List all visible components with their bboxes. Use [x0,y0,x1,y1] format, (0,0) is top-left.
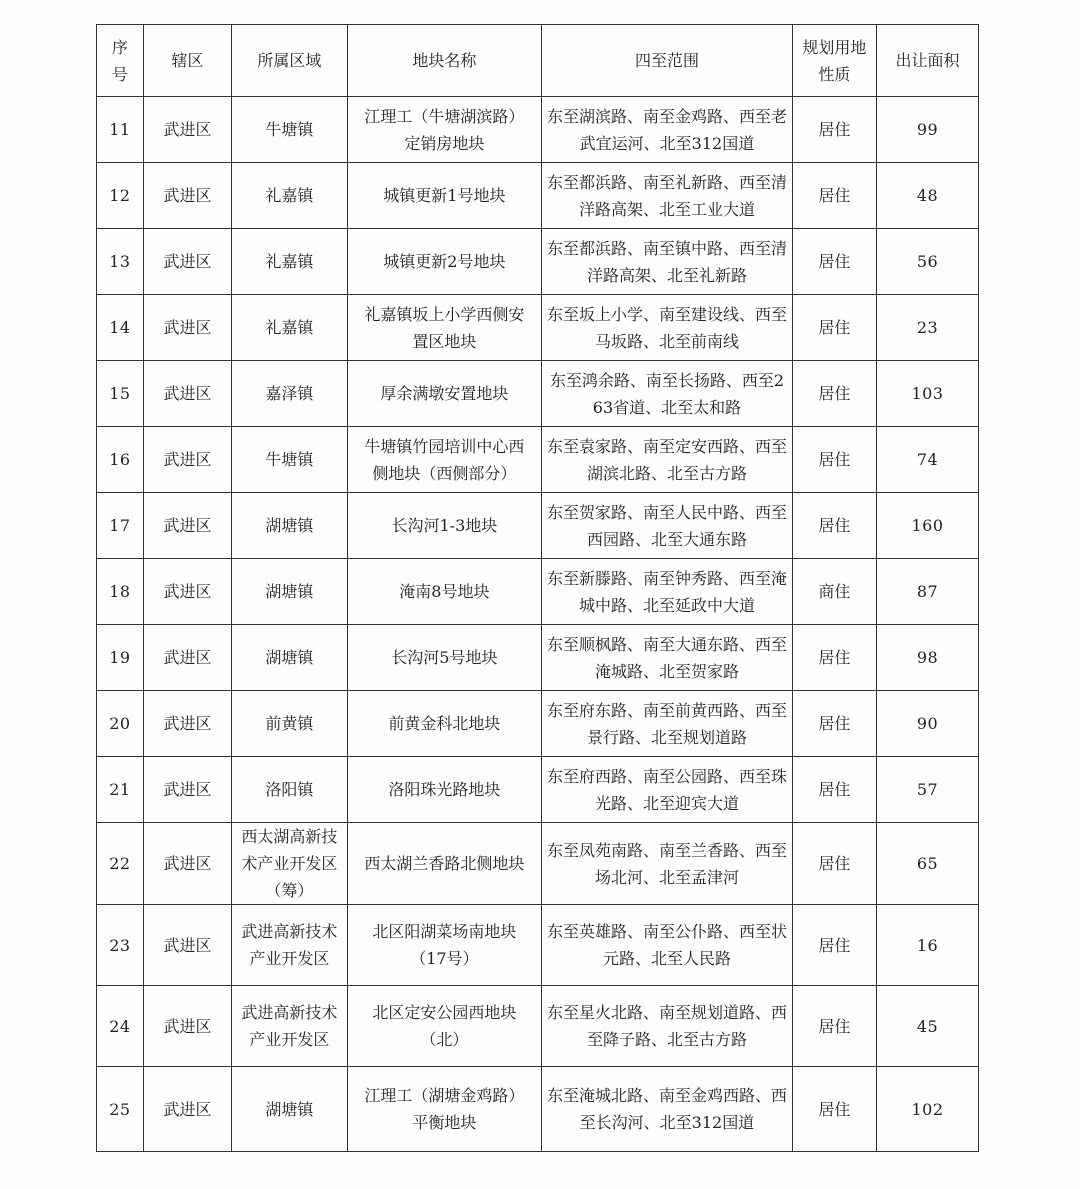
cell-area: 湖塘镇 [232,625,347,691]
cell-boundary: 东至星火北路、南至规划道路、西至降子路、北至古方路 [542,986,793,1067]
cell-seq: 13 [97,229,144,295]
cell-land-use: 居住 [792,986,876,1067]
cell-area-size: 56 [877,229,979,295]
table-row [97,163,979,229]
table-row [97,823,979,905]
header-size: 出让面积 [877,25,979,97]
cell-district: 武进区 [143,229,231,295]
cell-area: 嘉泽镇 [232,361,347,427]
cell-area: 礼嘉镇 [232,163,347,229]
cell-district: 武进区 [143,493,231,559]
cell-seq: 11 [97,97,144,163]
cell-district: 武进区 [143,427,231,493]
cell-district: 武进区 [143,625,231,691]
cell-land-use: 居住 [792,163,876,229]
cell-seq: 21 [97,757,144,823]
cell-seq: 17 [97,493,144,559]
cell-boundary: 东至顺枫路、南至大通东路、西至淹城路、北至贺家路 [542,625,793,691]
cell-parcel-name: 江理工（牛塘湖滨路）定销房地块 [347,97,541,163]
cell-parcel-name: 前黄金科北地块 [347,691,541,757]
header-name: 地块名称 [347,25,541,97]
cell-land-use: 居住 [792,905,876,986]
cell-parcel-name: 江理工（湖塘金鸡路）平衡地块 [347,1067,541,1152]
table-row [97,757,979,823]
cell-seq: 22 [97,823,144,905]
cell-parcel-name: 洛阳珠光路地块 [347,757,541,823]
table-row [97,493,979,559]
cell-district: 武进区 [143,97,231,163]
cell-boundary: 东至鸿余路、南至长扬路、西至263省道、北至太和路 [542,361,793,427]
cell-seq: 25 [97,1067,144,1152]
cell-area: 牛塘镇 [232,427,347,493]
cell-boundary: 东至都浜路、南至镇中路、西至清洋路高架、北至礼新路 [542,229,793,295]
header-district: 辖区 [143,25,231,97]
cell-boundary: 东至坂上小学、南至建设线、西至马坂路、北至前南线 [542,295,793,361]
cell-area: 武进高新技术产业开发区 [232,986,347,1067]
cell-district: 武进区 [143,163,231,229]
cell-area: 洛阳镇 [232,757,347,823]
cell-land-use: 商住 [792,559,876,625]
table-row [97,361,979,427]
cell-land-use: 居住 [792,757,876,823]
cell-seq: 20 [97,691,144,757]
header-seq: 序号 [97,25,144,97]
cell-district: 武进区 [143,691,231,757]
table-body [97,97,979,1152]
table-header-row [97,25,979,97]
cell-area: 牛塘镇 [232,97,347,163]
cell-land-use: 居住 [792,1067,876,1152]
cell-area-size: 65 [877,823,979,905]
cell-area: 礼嘉镇 [232,229,347,295]
table-row [97,691,979,757]
cell-area-size: 74 [877,427,979,493]
cell-boundary: 东至府东路、南至前黄西路、西至景行路、北至规划道路 [542,691,793,757]
cell-area-size: 48 [877,163,979,229]
cell-parcel-name: 厚余满墩安置地块 [347,361,541,427]
table-row [97,986,979,1067]
cell-parcel-name: 牛塘镇竹园培训中心西侧地块（西侧部分） [347,427,541,493]
cell-area: 礼嘉镇 [232,295,347,361]
cell-district: 武进区 [143,361,231,427]
cell-land-use: 居住 [792,295,876,361]
cell-district: 武进区 [143,757,231,823]
table-row [97,1067,979,1152]
cell-boundary: 东至新滕路、南至钟秀路、西至淹城中路、北至延政中大道 [542,559,793,625]
cell-land-use: 居住 [792,493,876,559]
cell-area-size: 103 [877,361,979,427]
cell-seq: 12 [97,163,144,229]
cell-seq: 18 [97,559,144,625]
cell-area-size: 99 [877,97,979,163]
cell-seq: 14 [97,295,144,361]
cell-district: 武进区 [143,295,231,361]
cell-area: 武进高新技术产业开发区 [232,905,347,986]
cell-land-use: 居住 [792,691,876,757]
cell-boundary: 东至贺家路、南至人民中路、西至西园路、北至大通东路 [542,493,793,559]
cell-land-use: 居住 [792,823,876,905]
cell-boundary: 东至英雄路、南至公仆路、西至状元路、北至人民路 [542,905,793,986]
cell-area-size: 102 [877,1067,979,1152]
cell-parcel-name: 长沟河5号地块 [347,625,541,691]
cell-area: 湖塘镇 [232,559,347,625]
cell-seq: 24 [97,986,144,1067]
cell-district: 武进区 [143,1067,231,1152]
cell-parcel-name: 城镇更新2号地块 [347,229,541,295]
cell-area: 西太湖高新技术产业开发区（筹） [232,823,347,905]
cell-area-size: 57 [877,757,979,823]
cell-area-size: 16 [877,905,979,986]
table-row [97,905,979,986]
cell-seq: 19 [97,625,144,691]
cell-district: 武进区 [143,559,231,625]
cell-parcel-name: 城镇更新1号地块 [347,163,541,229]
cell-area: 前黄镇 [232,691,347,757]
table-row [97,97,979,163]
header-boundary: 四至范围 [542,25,793,97]
cell-area-size: 87 [877,559,979,625]
cell-area-size: 23 [877,295,979,361]
cell-parcel-name: 北区阳湖菜场南地块（17号） [347,905,541,986]
cell-area-size: 45 [877,986,979,1067]
cell-area: 湖塘镇 [232,493,347,559]
header-area: 所属区域 [232,25,347,97]
cell-boundary: 东至袁家路、南至定安西路、西至湖滨北路、北至古方路 [542,427,793,493]
cell-land-use: 居住 [792,361,876,427]
cell-boundary: 东至都浜路、南至礼新路、西至清洋路高架、北至工业大道 [542,163,793,229]
cell-area: 湖塘镇 [232,1067,347,1152]
cell-boundary: 东至湖滨路、南至金鸡路、西至老武宜运河、北至312国道 [542,97,793,163]
table-row [97,295,979,361]
cell-land-use: 居住 [792,229,876,295]
cell-boundary: 东至凤苑南路、南至兰香路、西至场北河、北至孟津河 [542,823,793,905]
land-parcel-table [96,24,979,1152]
cell-district: 武进区 [143,986,231,1067]
cell-area-size: 160 [877,493,979,559]
cell-boundary: 东至淹城北路、南至金鸡西路、西至长沟河、北至312国道 [542,1067,793,1152]
cell-area-size: 98 [877,625,979,691]
cell-district: 武进区 [143,823,231,905]
cell-parcel-name: 西太湖兰香路北侧地块 [347,823,541,905]
cell-parcel-name: 礼嘉镇坂上小学西侧安置区地块 [347,295,541,361]
cell-parcel-name: 长沟河1-3地块 [347,493,541,559]
cell-boundary: 东至府西路、南至公园路、西至珠光路、北至迎宾大道 [542,757,793,823]
cell-area-size: 90 [877,691,979,757]
cell-parcel-name: 淹南8号地块 [347,559,541,625]
cell-land-use: 居住 [792,97,876,163]
cell-district: 武进区 [143,905,231,986]
cell-land-use: 居住 [792,625,876,691]
table-row [97,559,979,625]
cell-land-use: 居住 [792,427,876,493]
table-row [97,625,979,691]
header-use: 规划用地性质 [792,25,876,97]
table-row [97,229,979,295]
cell-parcel-name: 北区定安公园西地块（北） [347,986,541,1067]
cell-seq: 16 [97,427,144,493]
cell-seq: 15 [97,361,144,427]
cell-seq: 23 [97,905,144,986]
table-row [97,427,979,493]
